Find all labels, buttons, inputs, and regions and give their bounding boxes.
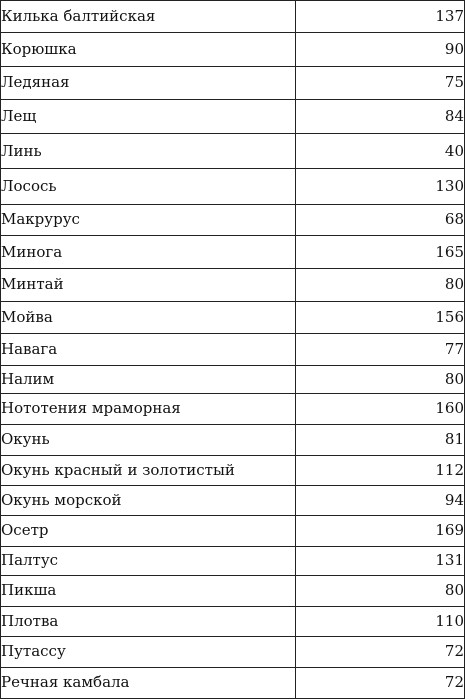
fish-name-cell: Линь (1, 134, 296, 169)
value-cell: 160 (296, 394, 465, 424)
value-cell: 80 (296, 575, 465, 606)
table-row (1, 455, 465, 485)
fish-name-cell: Килька балтийская (1, 1, 296, 33)
value-cell: 94 (296, 486, 465, 516)
value-cell: 77 (296, 333, 465, 365)
table-row (1, 516, 465, 546)
value-cell: 90 (296, 33, 465, 66)
fish-name-cell: Палтус (1, 546, 296, 575)
fish-name-cell: Минога (1, 235, 296, 268)
table-row (1, 486, 465, 516)
table-row (1, 99, 465, 133)
table-row (1, 637, 465, 667)
value-cell: 110 (296, 607, 465, 637)
table-row (1, 667, 465, 698)
value-cell: 165 (296, 235, 465, 268)
fish-name-cell: Пикша (1, 575, 296, 606)
fish-name-cell: Окунь морской (1, 486, 296, 516)
fish-name-cell: Путассу (1, 637, 296, 667)
table-row (1, 134, 465, 169)
fish-name-cell: Корюшка (1, 33, 296, 66)
fish-name-cell: Мойва (1, 301, 296, 333)
table-row (1, 301, 465, 333)
fish-name-cell: Макрурус (1, 204, 296, 235)
table-row (1, 235, 465, 268)
table-row (1, 607, 465, 637)
table-row (1, 575, 465, 606)
fish-name-cell: Навага (1, 333, 296, 365)
fish-name-cell: Налим (1, 366, 296, 394)
table-row (1, 333, 465, 365)
table-row (1, 424, 465, 455)
fish-name-cell: Речная камбала (1, 667, 296, 698)
table-row (1, 394, 465, 424)
value-cell: 112 (296, 455, 465, 485)
value-cell: 75 (296, 66, 465, 99)
fish-name-cell: Минтай (1, 269, 296, 301)
table-row (1, 204, 465, 235)
table-row (1, 66, 465, 99)
table-row (1, 366, 465, 394)
value-cell: 84 (296, 99, 465, 133)
table-row (1, 546, 465, 575)
fish-name-cell: Осетр (1, 516, 296, 546)
value-cell: 72 (296, 667, 465, 698)
fish-name-cell: Нототения мраморная (1, 394, 296, 424)
table-body (1, 1, 465, 699)
fish-name-cell: Лосось (1, 169, 296, 204)
value-cell: 137 (296, 1, 465, 33)
table-row (1, 1, 465, 33)
value-cell: 130 (296, 169, 465, 204)
value-cell: 81 (296, 424, 465, 455)
value-cell: 68 (296, 204, 465, 235)
table-row (1, 33, 465, 66)
fish-name-cell: Лещ (1, 99, 296, 133)
value-cell: 131 (296, 546, 465, 575)
value-cell: 80 (296, 366, 465, 394)
fish-name-cell: Плотва (1, 607, 296, 637)
value-cell: 169 (296, 516, 465, 546)
value-cell: 72 (296, 637, 465, 667)
fish-name-cell: Окунь (1, 424, 296, 455)
fish-name-cell: Окунь красный и золотистый (1, 455, 296, 485)
value-cell: 156 (296, 301, 465, 333)
table-row (1, 169, 465, 204)
value-cell: 80 (296, 269, 465, 301)
value-cell: 40 (296, 134, 465, 169)
fish-name-cell: Ледяная (1, 66, 296, 99)
table-row (1, 269, 465, 301)
